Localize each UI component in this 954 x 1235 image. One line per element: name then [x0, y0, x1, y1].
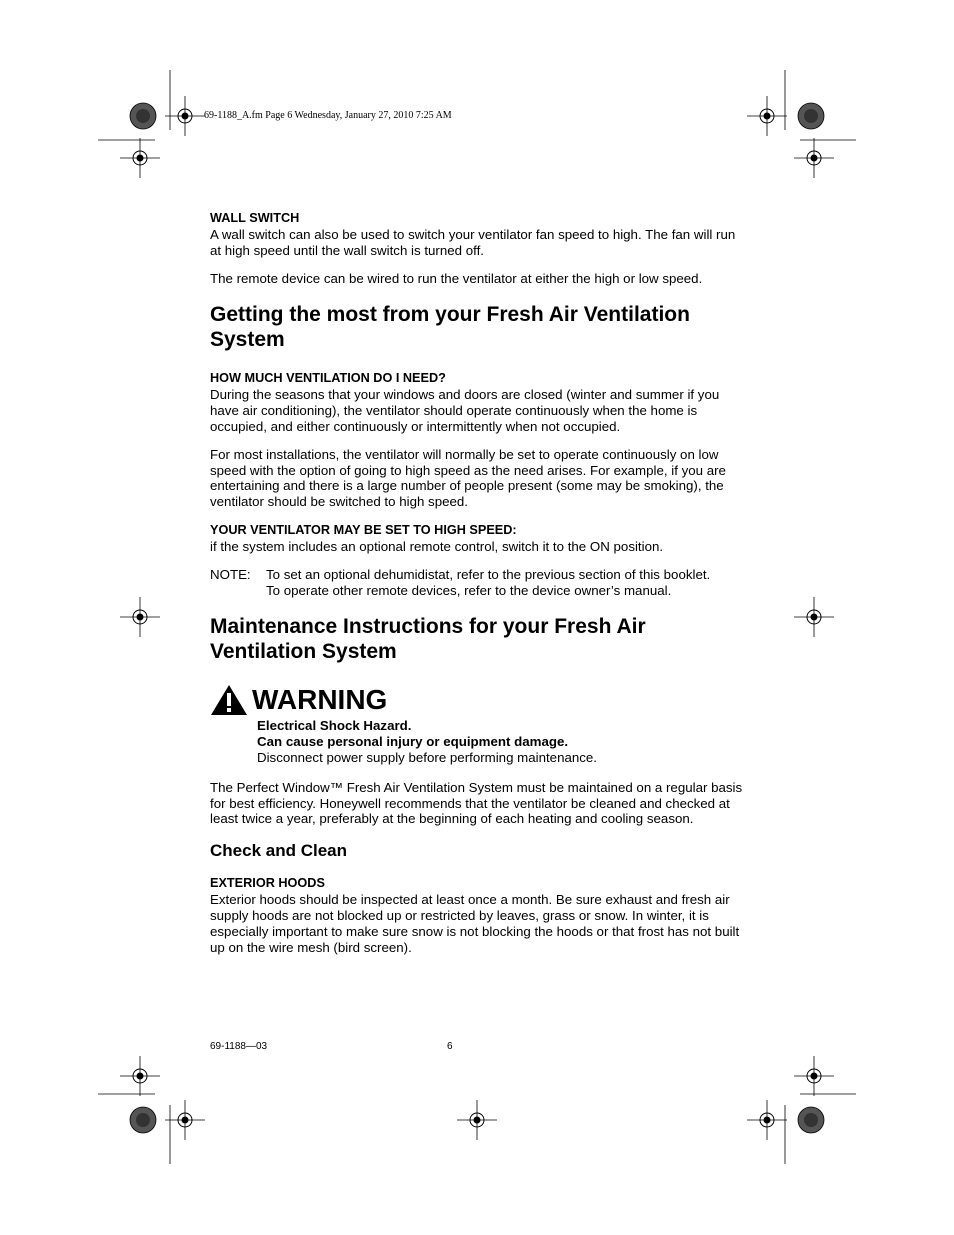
- subheading-how-much-ventilation: HOW MUCH VENTILATION DO I NEED?: [210, 371, 446, 386]
- ventilation-paragraph-2: For most installations, the ventilator will normally be set to operate continuously on low speed with the option of going to high speed as the need arises. For example, if you are entertaining and there is a large number of people present (some may be smoking), the ventilator should be switched to high speed.: [210, 446, 726, 510]
- registration-mark-icon: [794, 597, 834, 637]
- warning-instruction: Disconnect power supply before performing maintenance.: [257, 749, 597, 765]
- note-line: To operate other remote devices, refer to the device owner’s manual.: [266, 582, 672, 598]
- wall-switch-paragraph-2: The remote device can be wired to run the ventilator at either the high or low speed.: [210, 270, 703, 286]
- footer-page-number: 6: [447, 1041, 453, 1052]
- registration-mark-icon: [120, 1056, 160, 1096]
- warning-header: [210, 682, 750, 718]
- note-line: To set an optional dehumidistat, refer to the previous section of this booklet.: [266, 566, 711, 582]
- high-speed-paragraph: if the system includes an optional remote control, switch it to the ON position.: [210, 538, 664, 554]
- print-slug: 69-1188_A.fm Page 6 Wednesday, January 27, 2010 7:25 AM: [204, 110, 452, 121]
- registration-mark-icon: [165, 1100, 205, 1140]
- section-heading-getting-most: Getting the most from your Fresh Air Ventilation System: [210, 303, 690, 352]
- star-target-icon: [130, 1107, 156, 1133]
- note-label: NOTE:: [210, 566, 251, 582]
- registration-mark-icon: [747, 96, 787, 136]
- ventilation-paragraph-1: During the seasons that your windows and doors are closed (winter and summer if you have air conditioning), the ventilator should operate continuously when the home is occupied, and either continuously or intermittently when not occupied.: [210, 387, 720, 434]
- subheading-exterior-hoods: EXTERIOR HOODS: [210, 876, 325, 891]
- registration-mark-icon: [747, 1100, 787, 1140]
- registration-mark-icon: [165, 96, 205, 136]
- exterior-hoods-paragraph: Exterior hoods should be inspected at least once a month. Be sure exhaust and fresh air supply hoods are not blocked up or restricted by leaves, grass or snow. In winter, it is especially important to make sure snow is not blocking the hoods or that frost has not built up on the wire mesh (bird screen).: [210, 892, 740, 955]
- heading-check-and-clean: Check and Clean: [210, 841, 347, 861]
- note-text: [266, 567, 710, 599]
- subheading-high-speed: YOUR VENTILATOR MAY BE SET TO HIGH SPEED:: [210, 522, 517, 537]
- warning-body: [257, 718, 750, 765]
- page-content: [210, 210, 750, 967]
- note-block: [210, 567, 750, 599]
- warning-consequence: Can cause personal injury or equipment damage.: [257, 734, 569, 750]
- registration-mark-icon: [120, 597, 160, 637]
- registration-mark-icon: [457, 1100, 497, 1140]
- warning-title: WARNING: [252, 684, 388, 716]
- maintenance-paragraph: The Perfect Window™ Fresh Air Ventilation System must be maintained on a regular basis for best efficiency. Honeywell recommends that the ventilator be cleaned and checked at least twice a year, preferably at the beginning of each heating and cooling season.: [210, 779, 743, 827]
- warning-triangle-icon: [210, 684, 248, 716]
- star-target-icon: [798, 1107, 824, 1133]
- warning-hazard: Electrical Shock Hazard.: [257, 718, 412, 734]
- star-target-icon: [130, 103, 156, 129]
- registration-mark-icon: [794, 1056, 834, 1096]
- footer-doc-number: 69-1188—03: [210, 1041, 268, 1052]
- section-heading-maintenance: Maintenance Instructions for your Fresh Air Ventilation System: [210, 615, 646, 664]
- registration-mark-icon: [794, 138, 834, 178]
- wall-switch-heading: WALL SWITCH: [210, 211, 300, 225]
- star-target-icon: [798, 103, 824, 129]
- registration-mark-icon: [120, 138, 160, 178]
- wall-switch-paragraph-1: A wall switch can also be used to switch your ventilator fan speed to high. The fan will run at high speed until the wall switch is turned off.: [210, 227, 736, 258]
